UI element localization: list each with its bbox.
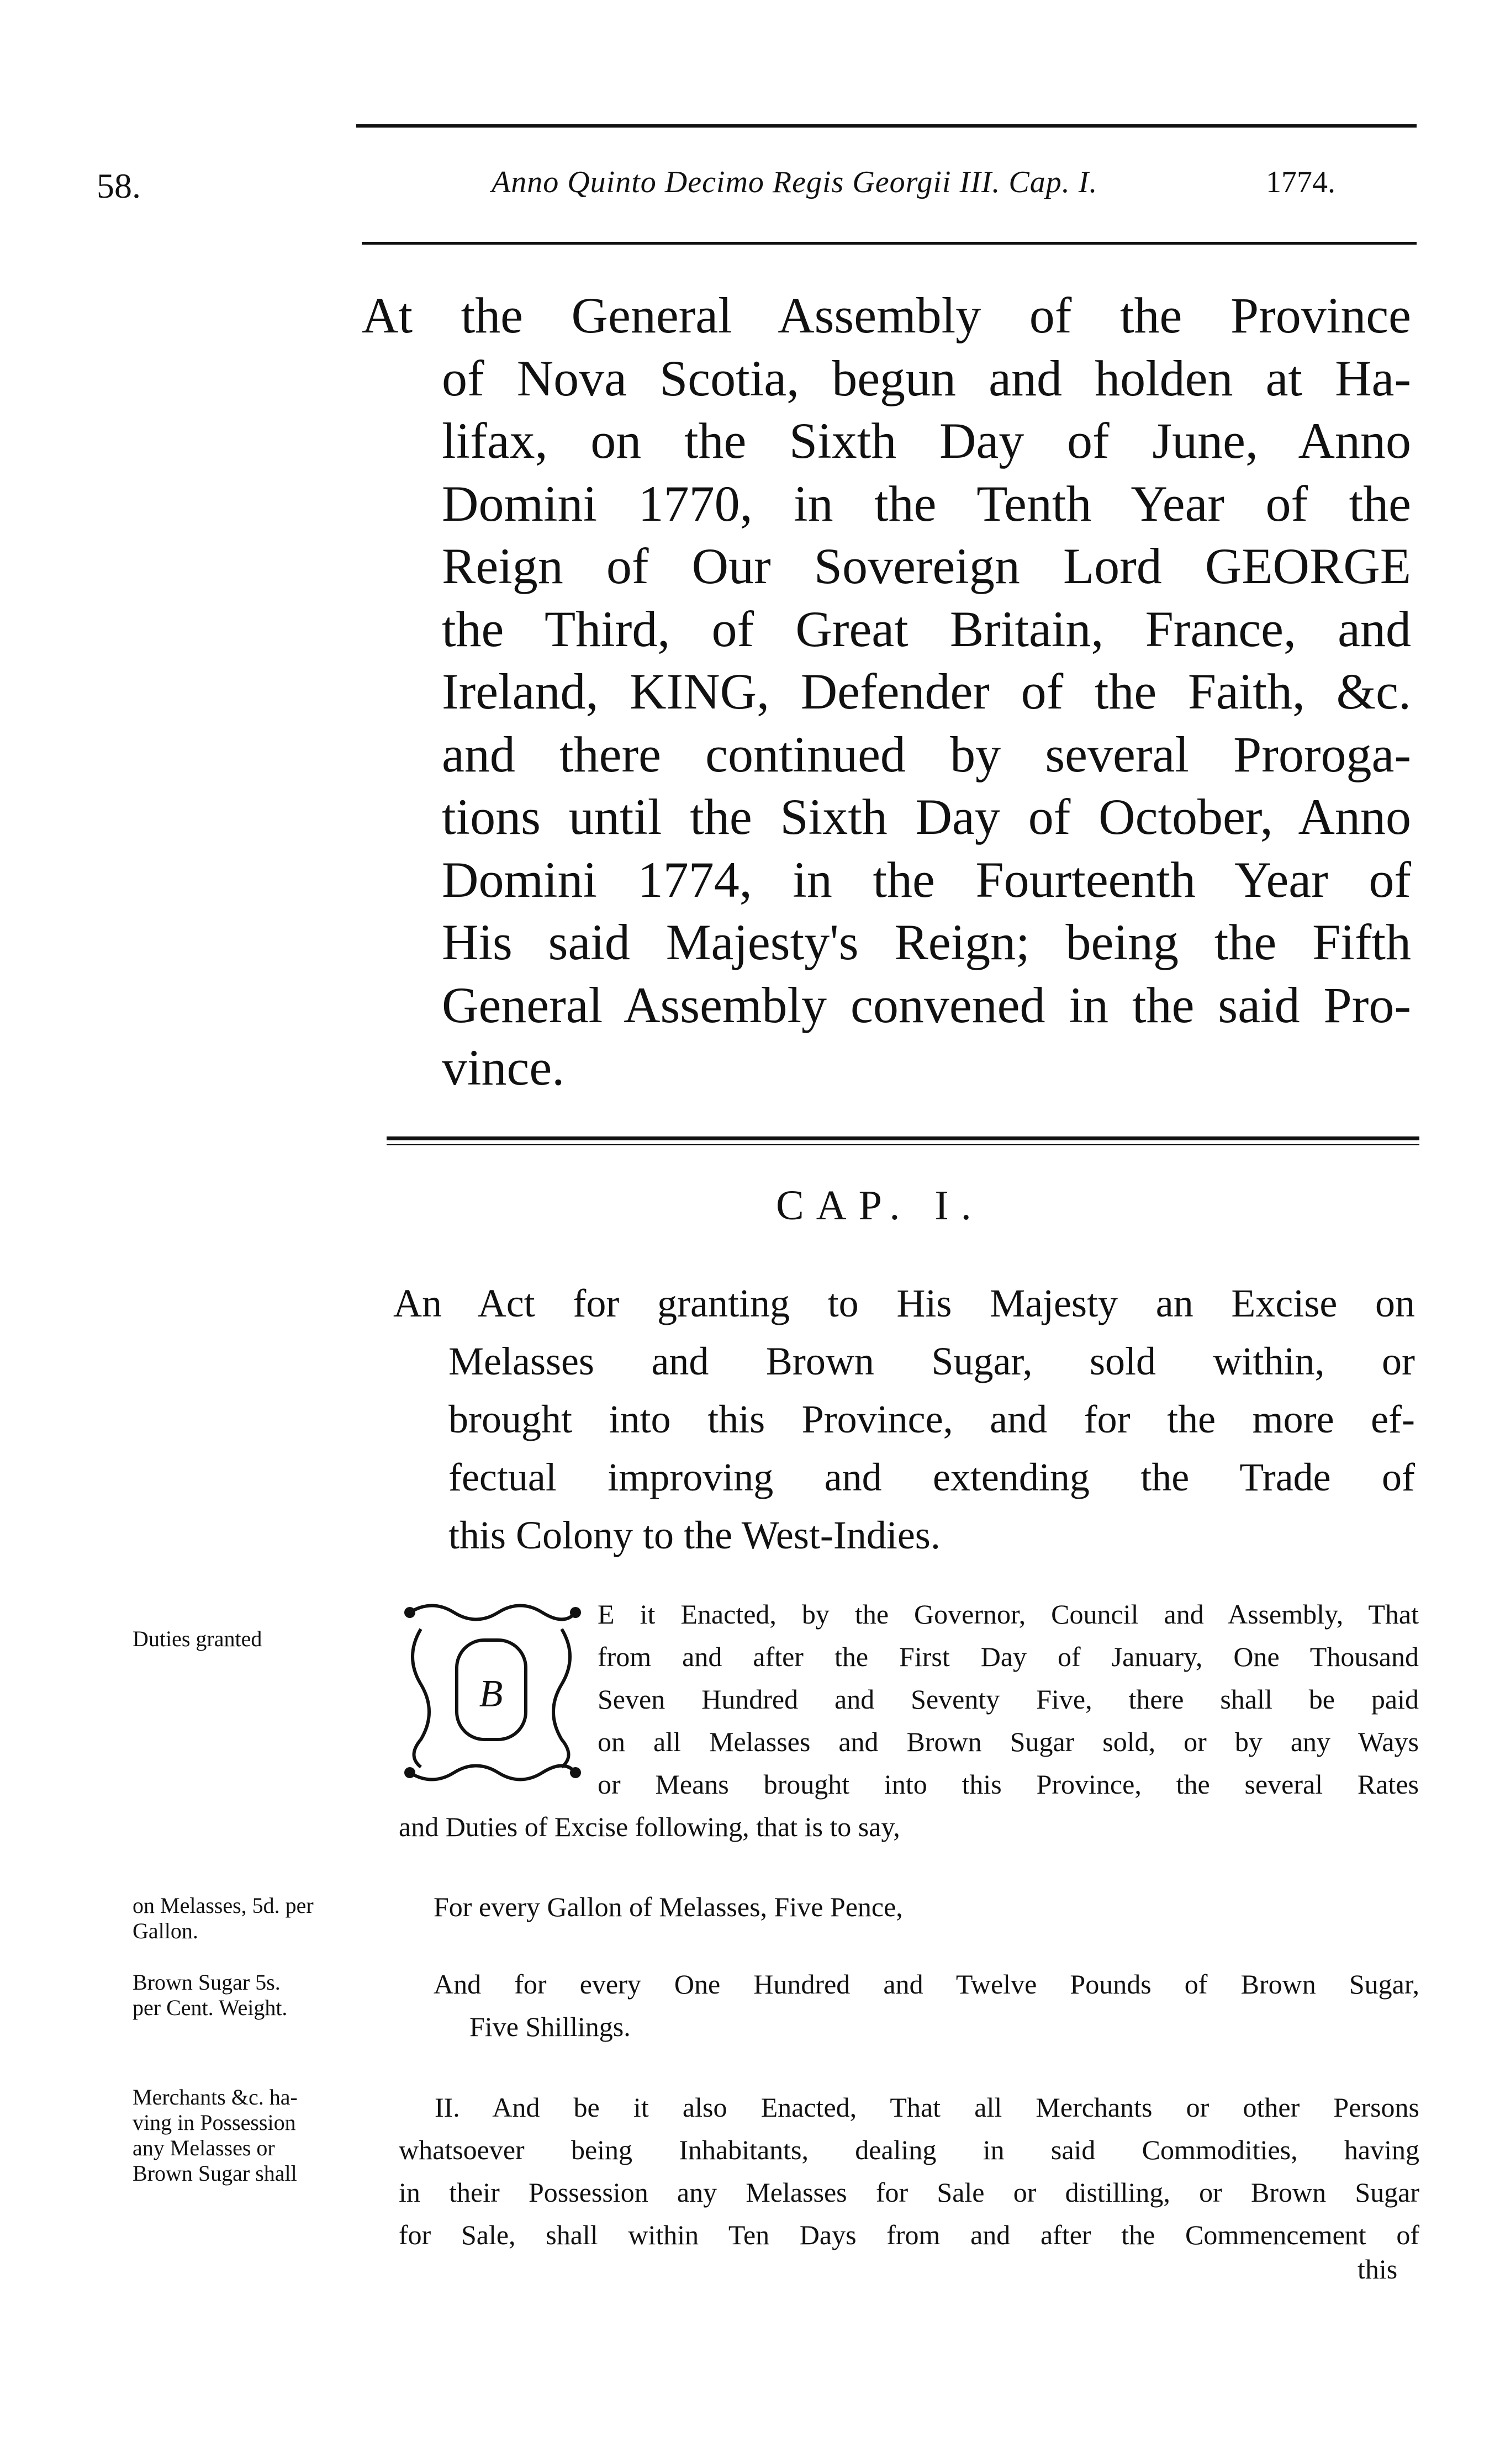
top-rule xyxy=(356,124,1417,128)
preamble-line: Reign of Our Sovereign Lord GEORGE xyxy=(442,538,1411,594)
enactment-line: Seven Hundred and Seventy Five, there shall be paid xyxy=(598,1684,1419,1715)
preamble-line: lifax, on the Sixth Day of June, Anno xyxy=(442,413,1411,469)
preamble-line: His said Majesty's Reign; being the Fifth xyxy=(442,914,1411,970)
enactment-line: on all Melasses and Brown Sugar sold, or by any Ways xyxy=(598,1726,1419,1757)
margin-note-line: Brown Sugar 5s. xyxy=(133,1970,281,1995)
catchword: this xyxy=(1358,2254,1398,2285)
preamble-line: Domini 1770, in the Tenth Year of the xyxy=(442,475,1411,532)
ornament-frame-icon xyxy=(399,1596,584,1789)
section-rule-thin xyxy=(387,1144,1419,1145)
preamble-line: the Third, of Great Britain, France, and xyxy=(442,600,1411,657)
margin-note-line: ving in Possession xyxy=(133,2110,296,2135)
act-title-line: An Act for granting to His Majesty an Excise on xyxy=(393,1281,1415,1325)
act-title xyxy=(393,1275,1415,1564)
rate-brown-sugar-continued: Five Shillings. xyxy=(469,2011,631,2042)
section-two-line: II. And be it also Enacted, That all Merchants or other Persons xyxy=(435,2092,1419,2123)
section-two-line: for Sale, shall within Ten Days from and after the Commencement of xyxy=(399,2219,1419,2250)
margin-note-melasses xyxy=(133,1893,314,1944)
preamble-line: tions until the Sixth Day of October, Anno xyxy=(442,789,1411,845)
margin-note-line: any Melasses or xyxy=(133,2135,275,2160)
margin-note-brown-sugar xyxy=(133,1970,287,2021)
margin-note-line: Brown Sugar shall xyxy=(133,2161,297,2186)
margin-note-merchants xyxy=(133,2085,298,2186)
enactment-clause xyxy=(598,1593,1419,1806)
enactment-line: and Duties of Excise following, that is to say, xyxy=(399,1811,900,1842)
preamble xyxy=(362,284,1411,1099)
section-two-line: whatsoever being Inhabitants, dealing in said Commodities, having xyxy=(399,2134,1419,2165)
preamble-line: vince. xyxy=(442,1039,565,1096)
initial-letter: B xyxy=(479,1673,503,1715)
header-rule xyxy=(362,242,1417,245)
rate-melasses: For every Gallon of Melasses, Five Pence, xyxy=(434,1891,903,1922)
section-two xyxy=(399,2086,1419,2256)
enactment-line: from and after the First Day of January, One Thousand xyxy=(598,1641,1419,1672)
page-number: 58. xyxy=(97,166,141,205)
chapter-heading: CAP. I. xyxy=(776,1182,984,1229)
running-head-year: 1774. xyxy=(1266,165,1335,199)
preamble-line: of Nova Scotia, begun and holden at Ha- xyxy=(442,350,1411,406)
margin-note-line: on Melasses, 5d. per xyxy=(133,1893,314,1918)
act-title-line: brought into this Province, and for the more ef- xyxy=(448,1397,1415,1441)
margin-note-line: Merchants &c. ha- xyxy=(133,2085,298,2109)
preamble-line: At the General Assembly of the Province xyxy=(362,287,1411,343)
preamble-line: Ireland, KING, Defender of the Faith, &c. xyxy=(442,663,1411,720)
act-title-line: Melasses and Brown Sugar, sold within, or xyxy=(448,1339,1415,1383)
margin-note-line: Gallon. xyxy=(133,1918,198,1943)
enactment-line: or Means brought into this Province, the several Rates xyxy=(598,1769,1419,1800)
enactment-line: E it Enacted, by the Governor, Council and Assembly, That xyxy=(598,1599,1419,1630)
decorated-initial xyxy=(399,1596,584,1789)
rate-brown-sugar: And for every One Hundred and Twelve Pounds of Brown Sugar, xyxy=(434,1969,1419,2000)
preamble-line: and there continued by several Proroga- xyxy=(442,726,1411,782)
section-rule-thick xyxy=(387,1136,1419,1140)
section-two-line: in their Possession any Melasses for Sale or distilling, or Brown Sugar xyxy=(399,2177,1419,2208)
margin-note-line: per Cent. Weight. xyxy=(133,1995,288,2020)
act-title-line: this Colony to the West-Indies. xyxy=(448,1513,941,1557)
act-title-line: fectual improving and extending the Trade of xyxy=(448,1455,1415,1499)
running-head: Anno Quinto Decimo Regis Georgii III. Cap. I. xyxy=(492,165,1098,199)
preamble-line: Domini 1774, in the Fourteenth Year of xyxy=(442,851,1411,908)
preamble-line: General Assembly convened in the said Pro- xyxy=(442,976,1411,1033)
margin-note-duties: Duties granted xyxy=(133,1626,262,1651)
